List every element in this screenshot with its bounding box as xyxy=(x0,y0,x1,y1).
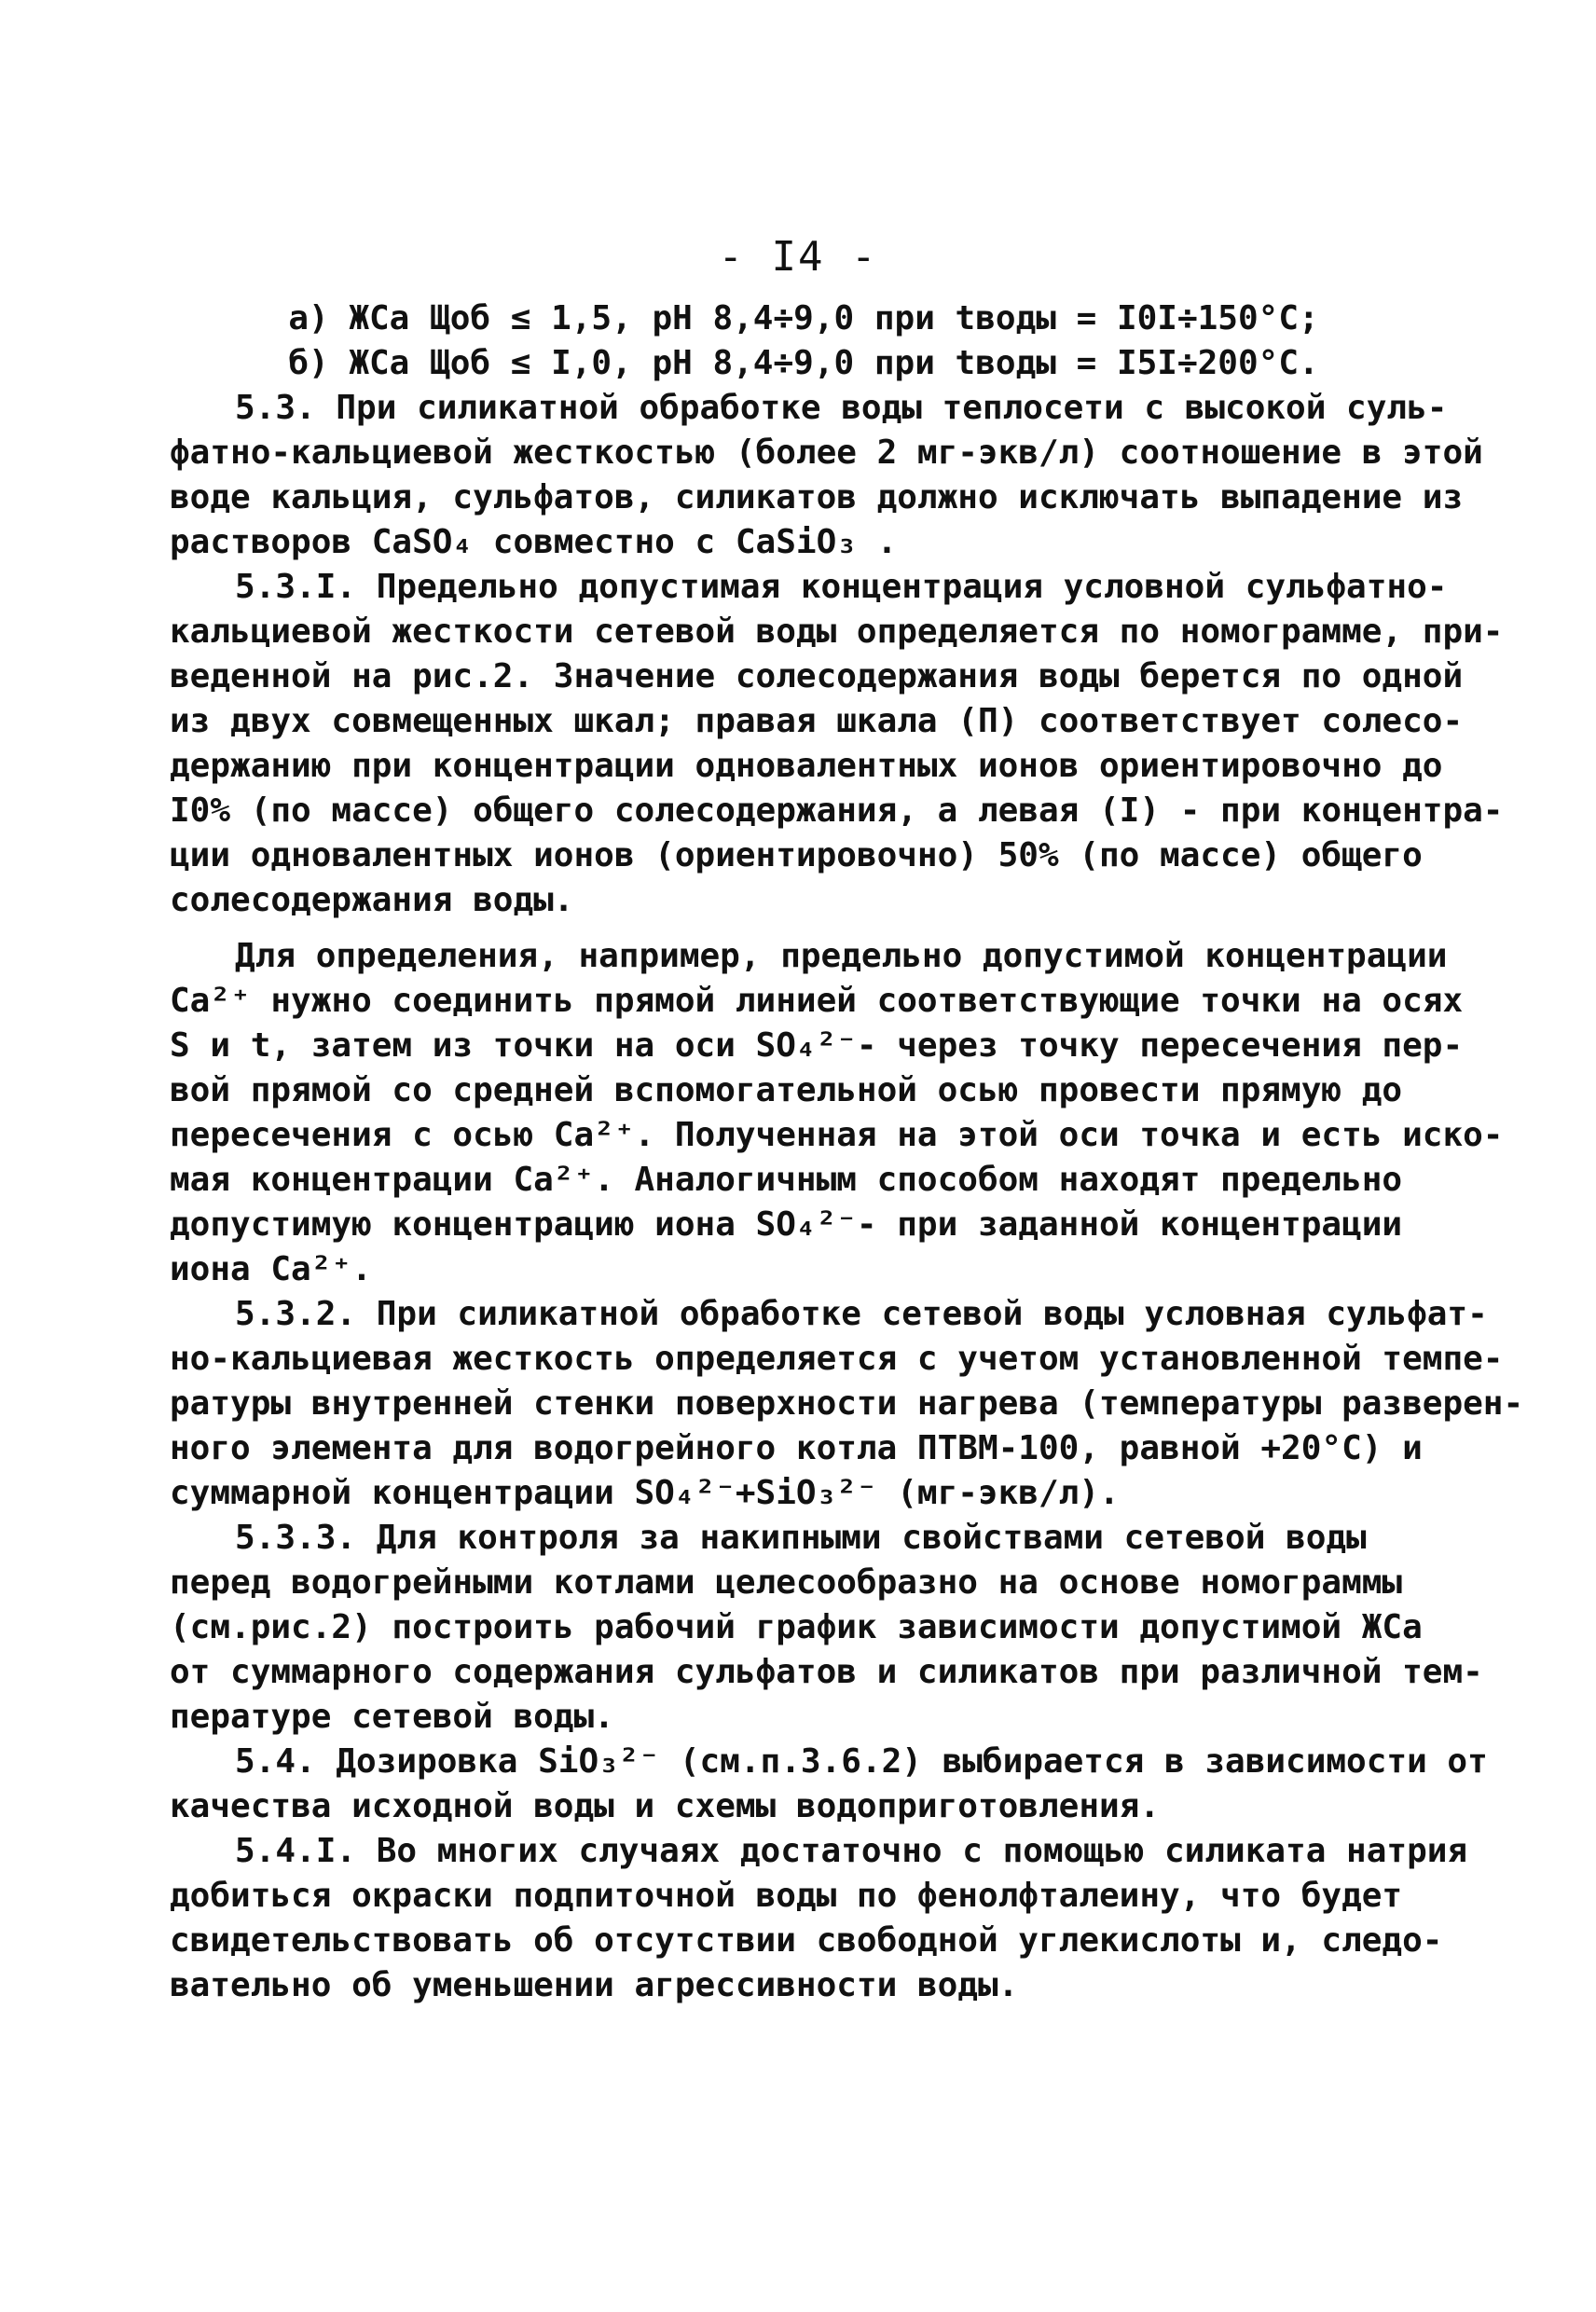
text-line: свидетельствовать об отсутствии свободной углекислоты и, следо- xyxy=(170,1921,1443,1960)
text-line: б) ЖCa Щоб ≤ I,0, рН 8,4÷9,0 при tводы = I5I÷200°С. xyxy=(288,344,1319,382)
text-line: а) ЖCa Щоб ≤ 1,5, рН 8,4÷9,0 при tводы = I0I÷150°C; xyxy=(288,299,1319,337)
text-line: держанию при концентрации одновалентных ионов ориентировочно до xyxy=(170,747,1443,785)
text-line: Для определения, например, предельно допустимой концентрации xyxy=(235,937,1448,975)
text-line: 5.3.3. Для контроля за накипными свойствами сетевой воды xyxy=(235,1519,1367,1557)
text-line: 5.3.I. Предельно допустимая концентрация условной сульфатно- xyxy=(235,568,1448,606)
text-line: S и t, затем из точки на оси SO₄²⁻- через точку пересечения пер- xyxy=(170,1026,1464,1065)
text-line: вательно об уменьшении агрессивности воды. xyxy=(170,1966,1019,2004)
text-line: 5.3.2. При силикатной обработке сетевой воды условная сульфат- xyxy=(235,1295,1488,1333)
text-line: I0% (по массе) общего солесодержания, а левая (I) - при концентра- xyxy=(170,791,1504,830)
text-line: 5.3. При силикатной обработке воды теплосети с высокой суль- xyxy=(235,389,1448,427)
text-line: кальциевой жесткости сетевой воды определяется по номограмме, при- xyxy=(170,612,1504,651)
text-line: (см.рис.2) построить рабочий график зависимости допустимой ЖCa xyxy=(170,1608,1423,1646)
text-line: вой прямой со средней вспомогательной осью провести прямую до xyxy=(170,1071,1403,1109)
text-line: добиться окраски подпиточной воды по фенолфталеину, что будет xyxy=(170,1877,1403,1915)
text-line: 5.4.I. Во многих случаях достаточно с помощью силиката натрия xyxy=(235,1832,1468,1870)
text-line: суммарной концентрации SO₄²⁻+SiO₃²⁻ (мг-экв/л). xyxy=(170,1474,1120,1512)
text-line: из двух совмещенных шкал; правая шкала (П) соответствует солесо- xyxy=(170,702,1464,740)
text-line: пературе сетевой воды. xyxy=(170,1698,614,1736)
body-text xyxy=(170,296,1524,2008)
text-line: растворов CaSO₄ совместно с CaSiO₃ . xyxy=(170,523,898,561)
text-line: фатно-кальциевой жесткостью (более 2 мг-экв/л) соотношение в этой xyxy=(170,434,1483,472)
text-line: иона Ca²⁺. xyxy=(170,1250,372,1288)
text-line: воде кальция, сульфатов, силикатов должно исключать выпадение из xyxy=(170,478,1464,516)
text-line: солесодержания воды. xyxy=(170,881,574,919)
text-line: ратуры внутренней стенки поверхности нагрева (температуры разверен- xyxy=(170,1384,1524,1423)
text-line: мая концентрации Ca²⁺. Аналогичным способом находят предельно xyxy=(170,1161,1403,1199)
text-line: Са²⁺ нужно соединить прямой линией соответствующие точки на осях xyxy=(170,982,1464,1020)
paragraph-gap xyxy=(170,923,1438,934)
text-line: веденной на рис.2. Значение солесодержания воды берется по одной xyxy=(170,657,1464,695)
text-line: пересечения с осью Ca²⁺. Полученная на этой оси точка и есть иско- xyxy=(170,1116,1504,1154)
text-line: ции одновалентных ионов (ориентировочно) 50% (по массе) общего xyxy=(170,836,1423,874)
text-line: от суммарного содержания сульфатов и силикатов при различной тем- xyxy=(170,1653,1483,1691)
text-line: 5.4. Дозировка SiO₃²⁻ (см.п.3.6.2) выбирается в зависимости от xyxy=(235,1742,1488,1781)
text-line: ного элемента для водогрейного котла ПТВМ-100, равной +20°С) и xyxy=(170,1429,1423,1467)
text-line: перед водогрейными котлами целесообразно на основе номограммы xyxy=(170,1563,1403,1602)
text-line: но-кальциевая жесткость определяется с учетом установленной темпе- xyxy=(170,1340,1504,1378)
text-line: качества исходной воды и схемы водоприготовления. xyxy=(170,1787,1161,1825)
page-number: - I4 - xyxy=(718,233,878,281)
text-line: допустимую концентрацию иона SO₄²⁻- при заданной концентрации xyxy=(170,1205,1403,1244)
